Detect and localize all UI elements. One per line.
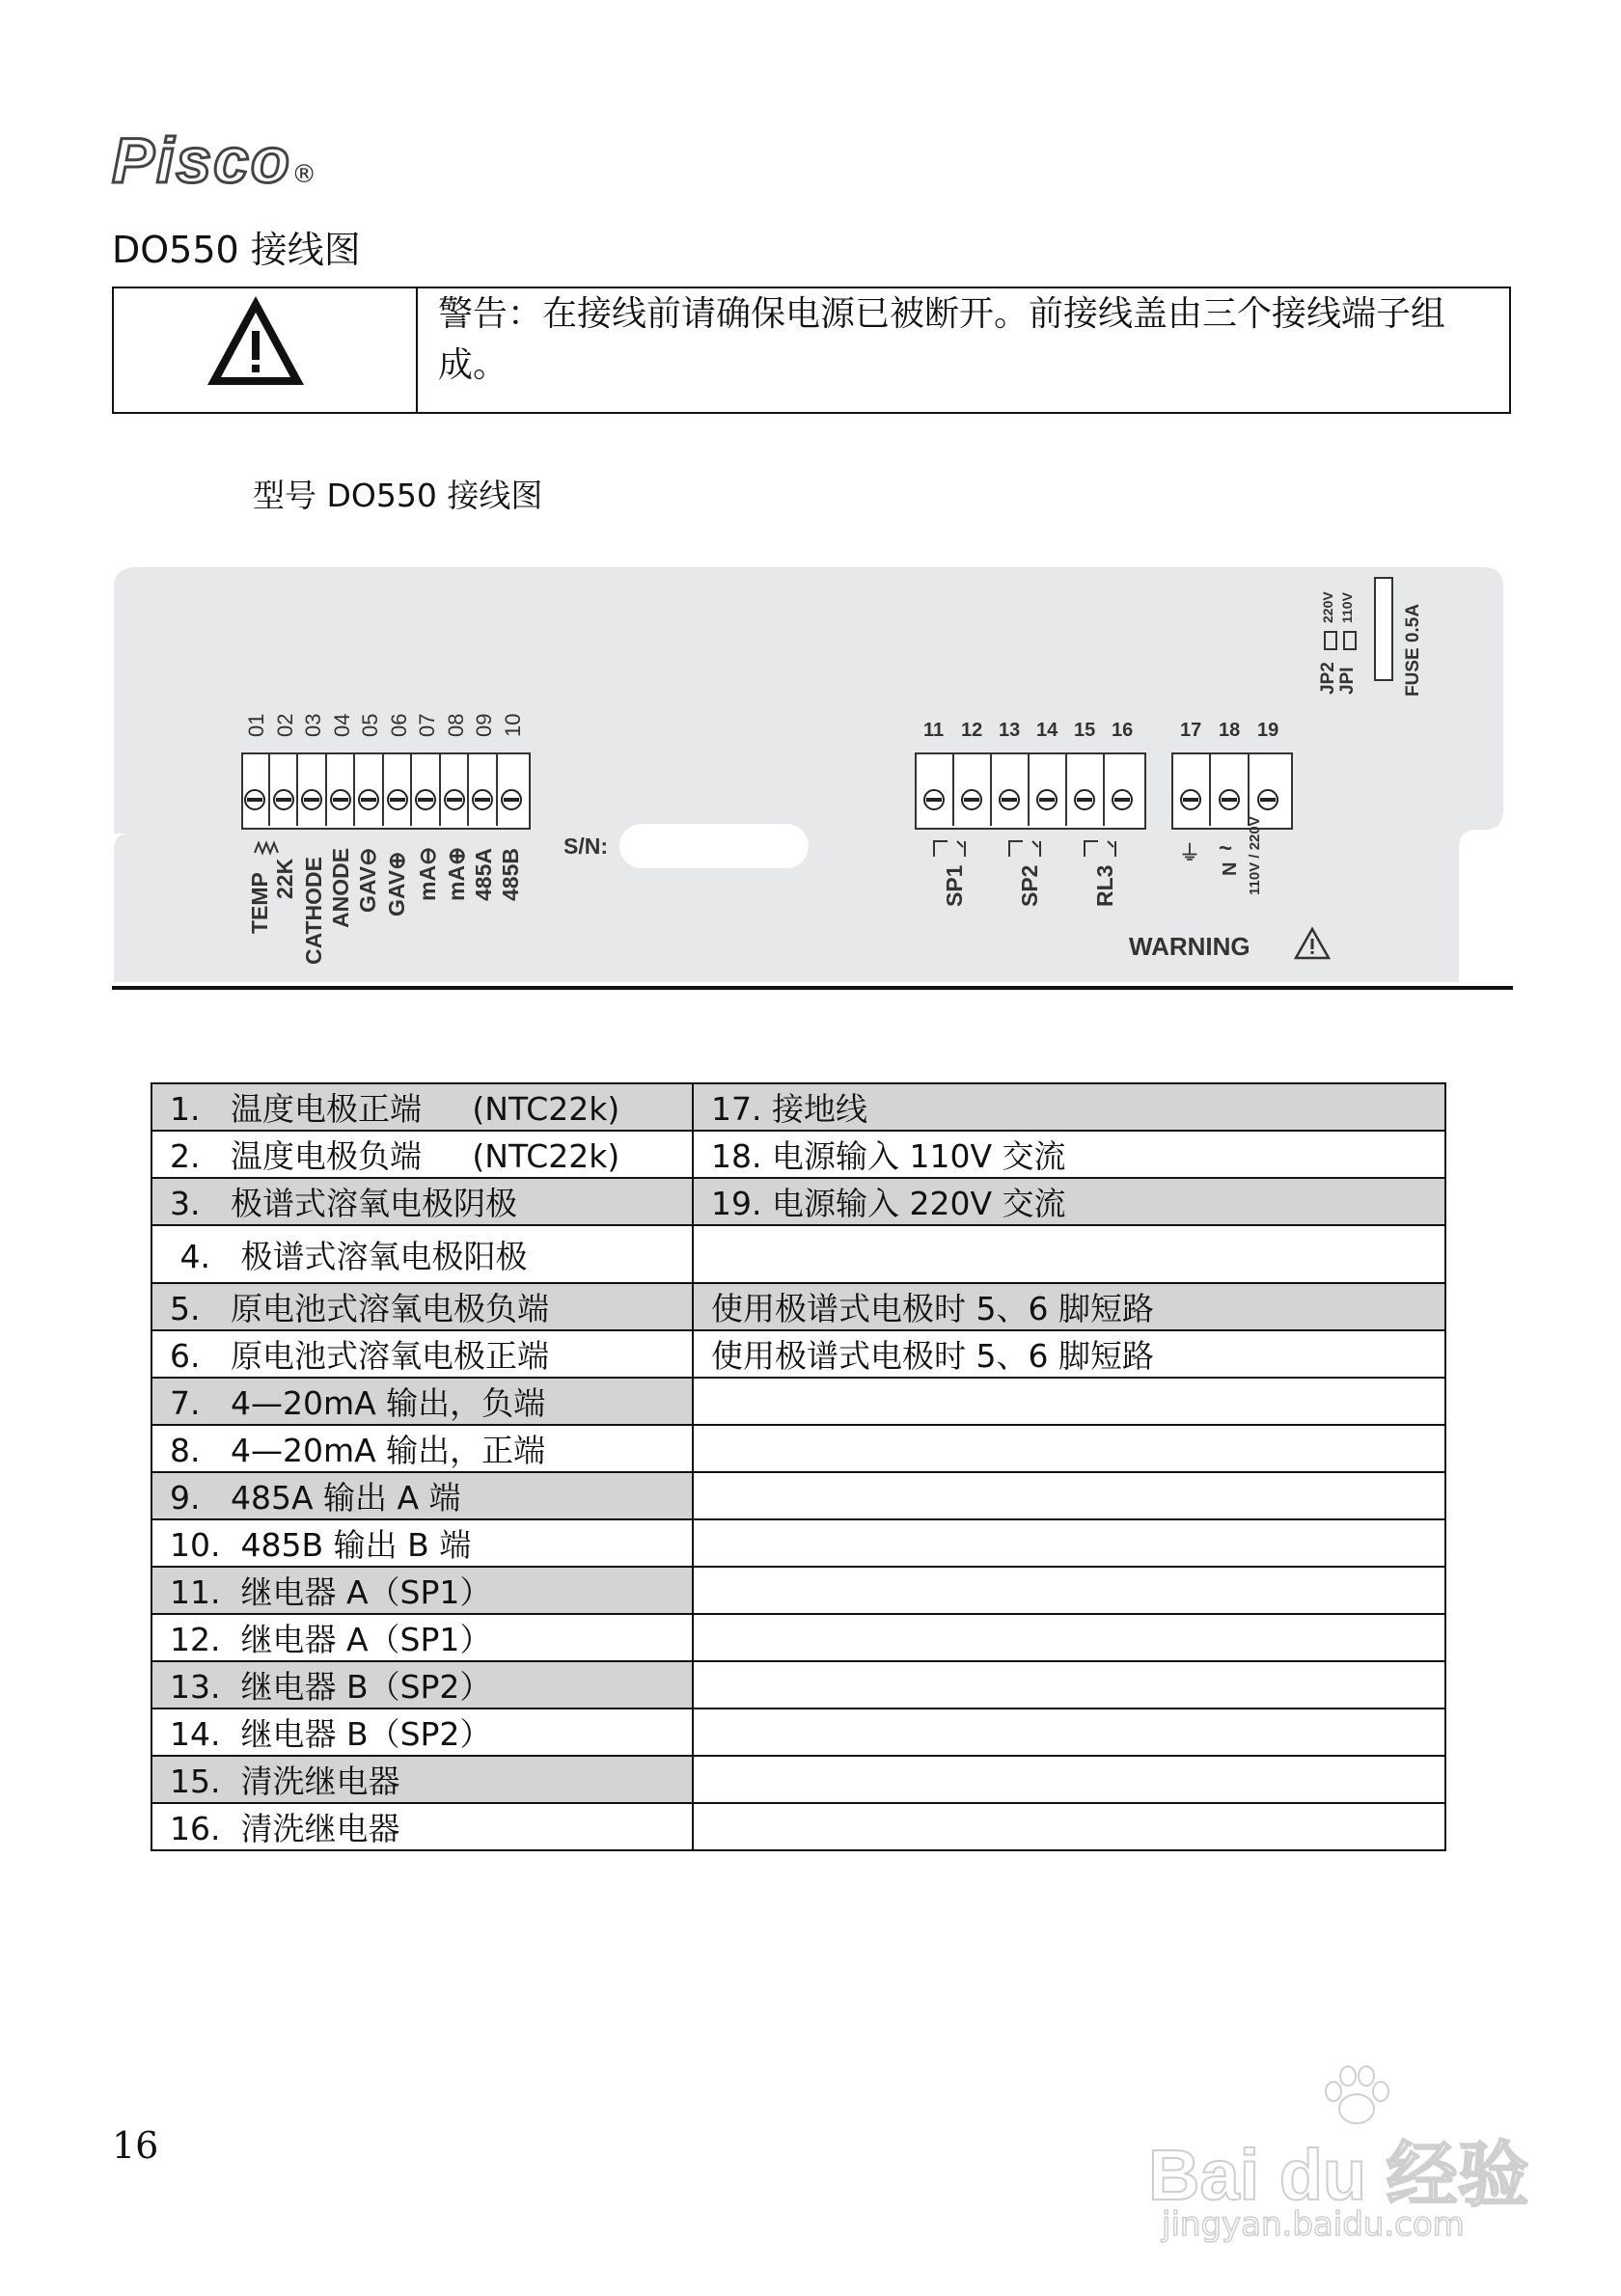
table-row <box>151 1803 1445 1850</box>
terminal-divider <box>382 754 384 826</box>
jumper-110v-label: 110V <box>1339 592 1355 623</box>
screw-slot <box>276 798 291 802</box>
logo-registered-mark: ® <box>291 160 317 189</box>
pin-description-cell: 2. 温度电极负端 (NTC22k) <box>151 1131 693 1178</box>
terminal-divider <box>952 754 954 826</box>
terminal-divider <box>1065 754 1067 826</box>
warning-triangle-icon <box>114 288 416 412</box>
terminal-screw <box>472 789 493 810</box>
pin-note-cell: 18. 电源输入 110V 交流 <box>693 1131 1445 1178</box>
terminal-divider <box>990 754 992 826</box>
terminal-divider <box>325 754 327 826</box>
screw-slot <box>1260 798 1276 802</box>
pin-description-cell: 5. 原电池式溶氧电极负端 <box>151 1283 693 1330</box>
watermark-brand: Bai du 经验 <box>1148 2135 1529 2215</box>
terminal-number: 06 <box>386 713 411 737</box>
pin-description-cell: 7. 4—20mA 输出，负端 <box>151 1378 693 1425</box>
pin-description-cell: 15. 清洗继电器 <box>151 1756 693 1803</box>
terminal-screw <box>923 789 945 810</box>
pin-description-cell: 1. 温度电极正端 (NTC22k) <box>151 1083 693 1131</box>
pisco-logo <box>112 123 343 201</box>
serial-number-label: S/N: <box>563 834 608 859</box>
pin-note-cell: 19. 电源输入 220V 交流 <box>693 1178 1445 1225</box>
terminal-number: 05 <box>358 713 382 737</box>
label-ma-plus: mA⊕ <box>444 846 469 901</box>
terminal-panel-diagram <box>114 567 1509 982</box>
pin-note-cell <box>693 1661 1445 1708</box>
screw-slot <box>361 798 376 802</box>
terminal-screw <box>1180 789 1201 810</box>
terminal-divider <box>439 754 441 826</box>
table-row <box>151 1614 1445 1661</box>
terminal-number: 14 <box>1036 720 1058 741</box>
table-row <box>151 1472 1445 1519</box>
panel-warning-label: WARNING <box>1129 932 1250 961</box>
terminal-screw <box>273 789 294 810</box>
pin-note-cell <box>693 1472 1445 1519</box>
table-row <box>151 1131 1445 1178</box>
fuse-holder <box>1374 577 1393 681</box>
jp2-label: JP2 <box>1318 662 1338 695</box>
terminal-screw <box>415 789 436 810</box>
panel-warning-icon <box>1293 926 1332 961</box>
page-number: 16 <box>112 2124 159 2167</box>
pin-note-cell <box>693 1225 1445 1283</box>
terminal-number: 13 <box>999 720 1021 741</box>
terminal-number: 03 <box>301 713 325 737</box>
terminal-screw <box>1074 789 1095 810</box>
terminal-number: 07 <box>415 713 439 737</box>
terminal-divider <box>1209 754 1211 826</box>
pin-description-cell: 10. 485B 输出 B 端 <box>151 1519 693 1567</box>
screw-slot <box>1039 798 1055 802</box>
pin-note-cell <box>693 1708 1445 1756</box>
terminal-divider <box>1248 754 1250 826</box>
relay-contact-symbols <box>922 834 1135 862</box>
label-ac: ~ <box>1219 835 1233 861</box>
jp1-jumper <box>1343 631 1357 650</box>
label-22k: 22K <box>272 858 297 899</box>
terminal-number: 16 <box>1112 720 1134 741</box>
fuse-label: FUSE 0.5A <box>1403 603 1423 697</box>
terminal-screw <box>1112 789 1133 810</box>
table-row <box>151 1708 1445 1756</box>
label-sp1: SP1 <box>942 864 967 907</box>
terminal-screw <box>387 789 408 810</box>
table-row <box>151 1756 1445 1803</box>
diagram-title: 型号 DO550 接线图 <box>253 477 543 514</box>
screw-slot <box>475 798 490 802</box>
terminal-divider <box>467 754 469 826</box>
label-gav-plus: GAV⊕ <box>384 851 409 916</box>
terminal-number: 02 <box>272 713 297 737</box>
table-row <box>151 1425 1445 1472</box>
terminal-screw <box>1036 789 1058 810</box>
terminal-number: 17 <box>1180 720 1202 741</box>
terminal-number: 15 <box>1074 720 1096 741</box>
terminal-divider <box>410 754 412 826</box>
jp2-jumper <box>1324 631 1337 650</box>
pin-note-cell: 使用极谱式电极时 5、6 脚短路 <box>693 1283 1445 1330</box>
label-110v-220v: 110V / 220V <box>1247 816 1263 895</box>
terminal-number: 01 <box>244 713 268 737</box>
terminal-number: 12 <box>961 720 983 741</box>
table-row <box>151 1330 1445 1378</box>
screw-slot <box>447 798 462 802</box>
table-row <box>151 1178 1445 1225</box>
screw-slot <box>418 798 433 802</box>
pin-note-cell <box>693 1519 1445 1567</box>
pin-note-cell <box>693 1567 1445 1614</box>
terminal-screw <box>1257 789 1278 810</box>
pin-note-cell <box>693 1378 1445 1425</box>
screw-slot <box>1077 798 1092 802</box>
pin-note-cell <box>693 1756 1445 1803</box>
ground-symbol-icon: ⏚ <box>1179 841 1201 865</box>
table-row <box>151 1083 1445 1131</box>
terminal-screw <box>501 789 522 810</box>
pin-description-cell: 8. 4—20mA 输出，正端 <box>151 1425 693 1472</box>
label-temp: TEMP <box>247 872 272 934</box>
screw-slot <box>333 798 348 802</box>
terminal-screw <box>444 789 465 810</box>
warning-box <box>112 287 1511 414</box>
terminal-divider <box>1103 754 1105 826</box>
label-485b: 485B <box>498 848 523 901</box>
pin-description-cell: 12. 继电器 A（SP1） <box>151 1614 693 1661</box>
screw-slot <box>1183 798 1198 802</box>
pin-description-cell: 3. 极谱式溶氧电极阴极 <box>151 1178 693 1225</box>
label-cathode: CATHODE <box>301 856 326 965</box>
baidu-watermark <box>1148 2064 1553 2257</box>
terminal-divider <box>1028 754 1030 826</box>
terminal-number: 18 <box>1219 720 1241 741</box>
pin-description-cell: 16. 清洗继电器 <box>151 1803 693 1850</box>
label-neutral: N <box>1220 861 1241 876</box>
screw-slot <box>390 798 405 802</box>
ntc-resistor-symbol <box>253 839 282 859</box>
jumper-220v-label: 220V <box>1320 591 1335 623</box>
terminal-number: 08 <box>443 713 468 737</box>
terminal-screw <box>301 789 322 810</box>
label-485a: 485A <box>471 848 496 901</box>
table-row <box>151 1567 1445 1614</box>
terminal-screw <box>244 789 265 810</box>
screw-slot <box>304 798 319 802</box>
pin-assignment-table <box>151 1082 1446 1851</box>
jp1-label: JPI <box>1337 667 1358 695</box>
watermark-url: jingyan.baidu.com <box>1162 2205 1465 2244</box>
terminal-divider <box>296 754 298 826</box>
warning-text: 警告：在接线前请确保电源已被断开。前接线盖由三个接线端子组成。 <box>438 294 1446 385</box>
terminal-screw <box>1219 789 1240 810</box>
terminal-divider <box>353 754 355 826</box>
terminal-number: 09 <box>472 713 496 737</box>
label-sp2: SP2 <box>1017 864 1042 907</box>
screw-slot <box>504 798 519 802</box>
terminal-number: 10 <box>500 713 525 737</box>
pin-description-cell: 11. 继电器 A（SP1） <box>151 1567 693 1614</box>
table-row <box>151 1378 1445 1425</box>
label-ma-minus: mA⊖ <box>415 846 440 901</box>
terminal-screw <box>358 789 379 810</box>
pin-note-cell <box>693 1803 1445 1850</box>
terminal-divider <box>268 754 270 826</box>
pin-description-cell: 14. 继电器 B（SP2） <box>151 1708 693 1756</box>
label-anode: ANODE <box>328 847 353 928</box>
screw-slot <box>964 798 979 802</box>
terminal-screw <box>330 789 351 810</box>
pin-description-cell: 13. 继电器 B（SP2） <box>151 1661 693 1708</box>
pin-description-cell: 4. 极谱式溶氧电极阳极 <box>151 1225 693 1283</box>
table-row <box>151 1661 1445 1708</box>
table-row <box>151 1519 1445 1567</box>
terminal-number: 11 <box>923 720 945 741</box>
screw-slot <box>926 798 942 802</box>
label-gav-minus: GAV⊖ <box>355 847 380 913</box>
pin-description-cell: 9. 485A 输出 A 端 <box>151 1472 693 1519</box>
table-row <box>151 1283 1445 1330</box>
document-title: DO550 接线图 <box>112 229 361 271</box>
pin-note-cell <box>693 1425 1445 1472</box>
terminal-screw <box>999 789 1020 810</box>
label-rl3: RL3 <box>1092 864 1117 907</box>
screw-slot <box>1114 798 1130 802</box>
warning-icon-cell <box>114 288 418 412</box>
terminal-number: 19 <box>1257 720 1279 741</box>
logo-brand: Pisco <box>112 124 292 196</box>
pin-note-cell: 使用极谱式电极时 5、6 脚短路 <box>693 1330 1445 1378</box>
terminal-screw <box>961 789 982 810</box>
terminal-number: 04 <box>329 713 354 737</box>
screw-slot <box>1222 798 1237 802</box>
table-row <box>151 1225 1445 1283</box>
serial-number-field <box>619 824 809 868</box>
pin-description-cell: 6. 原电池式溶氧电极正端 <box>151 1330 693 1378</box>
section-divider <box>112 986 1513 990</box>
pin-note-cell: 17. 接地线 <box>693 1083 1445 1131</box>
terminal-divider <box>496 754 498 826</box>
screw-slot <box>247 798 262 802</box>
pin-note-cell <box>693 1614 1445 1661</box>
terminal-block-11-16 <box>915 752 1146 830</box>
screw-slot <box>1002 798 1017 802</box>
